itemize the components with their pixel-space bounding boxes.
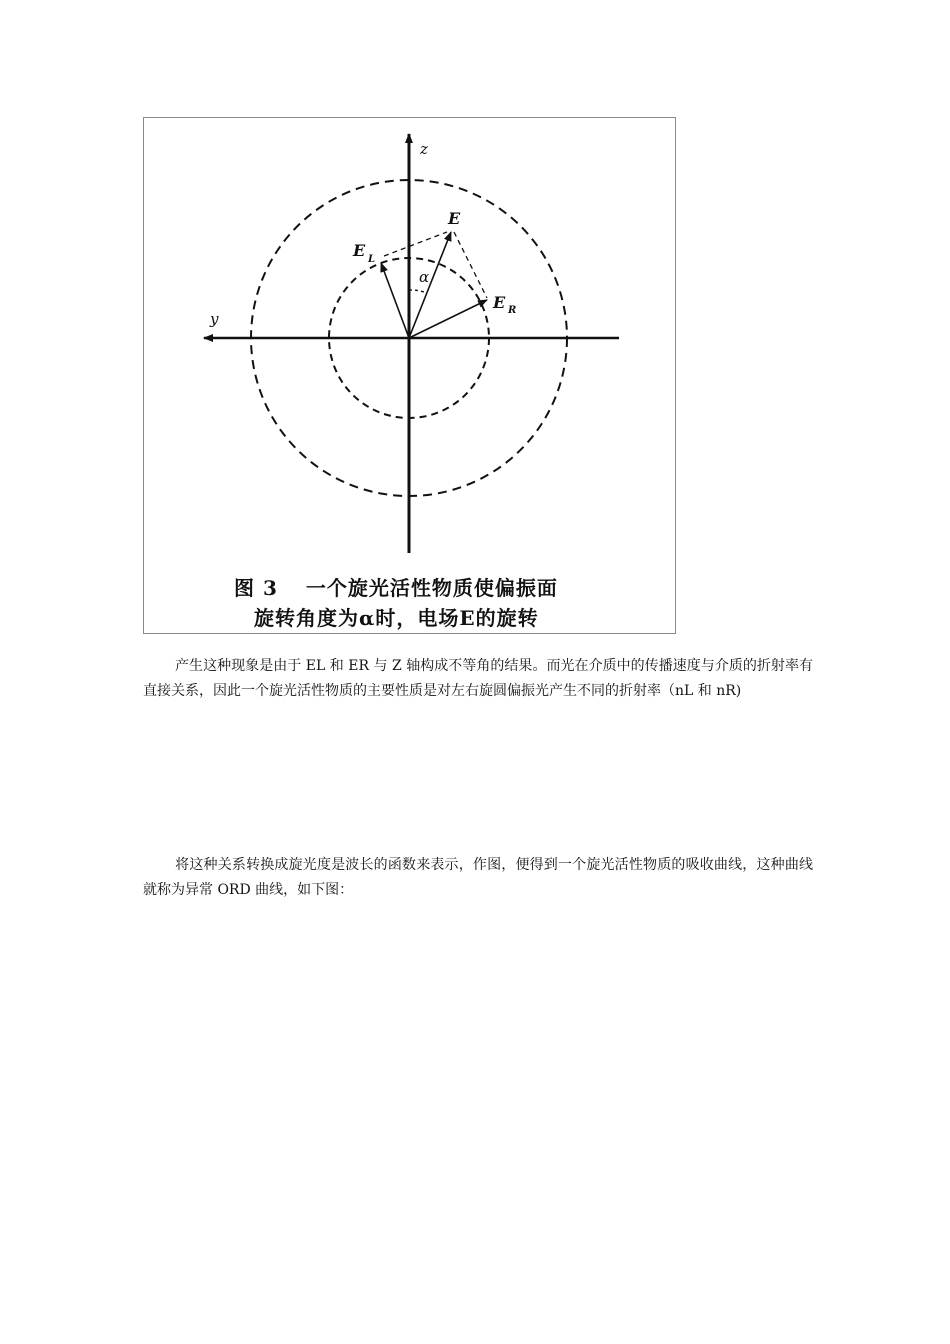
- y-axis-label: y: [210, 310, 219, 328]
- figure-caption-line-2: 旋转角度为α时，电场E的旋转: [254, 606, 539, 630]
- figure-number: 图 3: [234, 576, 278, 600]
- vector-er-label: E: [493, 293, 506, 312]
- paragraph-1: [143, 654, 813, 703]
- paragraph-2-text: 将这种关系转换成旋光度是波长的函数来表示，作图，便得到一个旋光活性物质的吸收曲线，这种曲线就称为异常 ORD 曲线，如下图：: [143, 857, 813, 898]
- vector-e-arrow: [409, 232, 451, 338]
- vector-el-subscript: L: [368, 254, 376, 265]
- vector-e-label: E: [448, 209, 461, 228]
- paragraph-1-text: 产生这种现象是由于 EL 和 ER 与 Z 轴构成不等角的结果。而光在介质中的传播速度与介质的折射率有直接关系，因此一个旋光活性物质的主要性质是对左右旋圆偏振光产生不同的折射率（nL 和 nR): [143, 658, 813, 699]
- vector-el-label: E: [353, 241, 366, 260]
- figure-caption-line-1: [230, 572, 558, 601]
- alpha-angle-arc: [409, 290, 427, 293]
- vector-er-subscript: R: [508, 305, 517, 316]
- vector-el-arrow: [381, 263, 409, 338]
- z-axis-label: z: [420, 140, 428, 158]
- caption-line-1-text: 一个旋光活性物质使偏振面: [305, 576, 558, 600]
- alpha-label: α: [419, 268, 430, 286]
- rotation-diagram: [144, 118, 675, 633]
- paragraph-2: [143, 853, 813, 902]
- dashed-el-to-e: [384, 232, 447, 256]
- vector-er-arrow: [409, 300, 487, 338]
- figure-3: [143, 117, 676, 634]
